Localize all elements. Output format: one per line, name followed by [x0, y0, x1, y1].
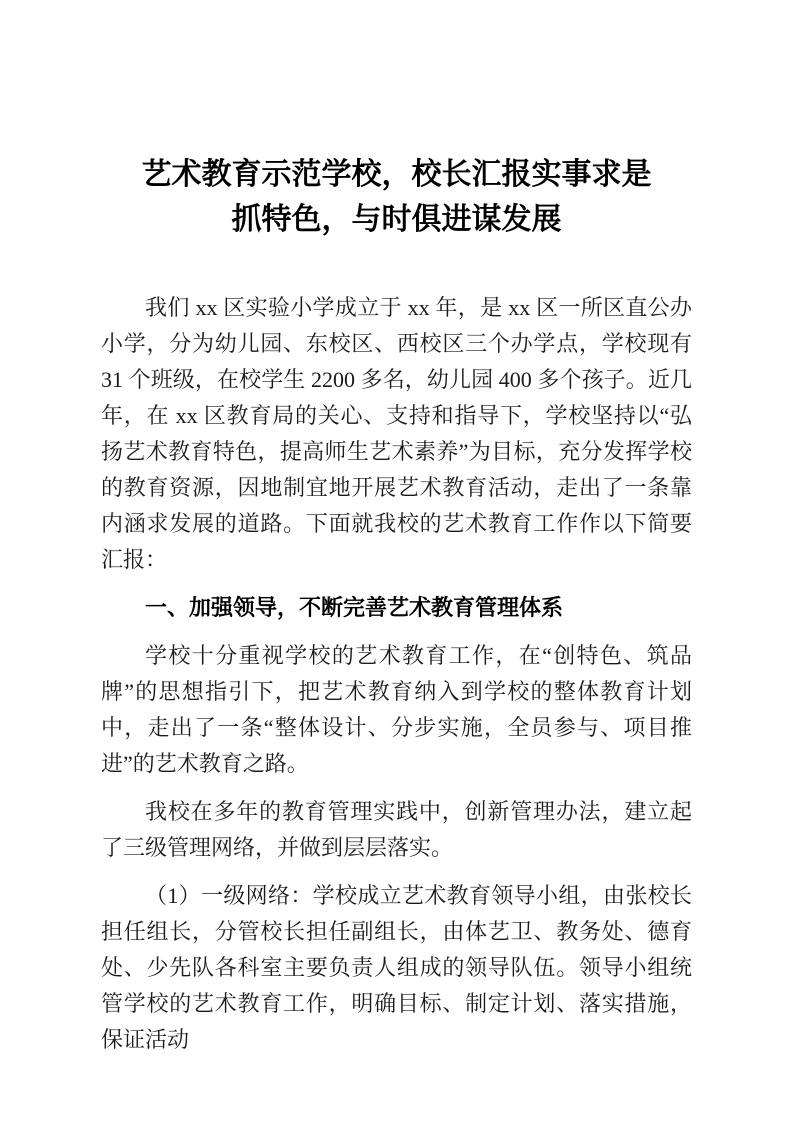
- intro-paragraph: 我们 xx 区实验小学成立于 xx 年，是 xx 区一所区直公办小学，分为幼儿园、东校区、西校区三个办学点，学校现有 31 个班级，在校学生 2200 多名，幼儿园 400 多个孩子。近几年，在 xx 区教育局的关心、支持和指导下，学校坚持以“弘扬艺术教育特色，提高师生艺术素养”为目标，充分发挥学校的教育资源，因地制宜地开展艺术教育活动，走出了一条靠内涵求发展的道路。下面就我校的艺术教育工作作以下简要汇报：: [101, 295, 692, 572]
- section-1-paragraph-1: 学校十分重视学校的艺术教育工作，在“创特色、筑品牌”的思想指引下，把艺术教育纳入到学校的整体教育计划中，走出了一条“整体设计、分步实施，全员参与、项目推进”的艺术教育之路。: [101, 643, 692, 776]
- section-1-paragraph-3: （1）一级网络：学校成立艺术教育领导小组，由张校长担任组长，分管校长担任副组长，由体艺卫、教务处、德育处、少先队各科室主要负责人组成的领导队伍。领导小组统管学校的艺术教育工作，明确目标、制定计划、落实措施，保证活动: [101, 883, 692, 1052]
- document-body: [101, 290, 692, 1058]
- section-1-heading: 一、加强领导，不断完善艺术教育管理体系: [145, 595, 564, 620]
- document-title-line-2: 抓特色，与时俱进谋发展: [231, 203, 562, 236]
- section-1-paragraph-2: 我校在多年的教育管理实践中，创新管理办法，建立起了三级管理网络，并做到层层落实。: [101, 799, 692, 860]
- document-title-line-1: 艺术教育示范学校，校长汇报实事求是: [141, 158, 652, 191]
- document-title: [137, 152, 657, 242]
